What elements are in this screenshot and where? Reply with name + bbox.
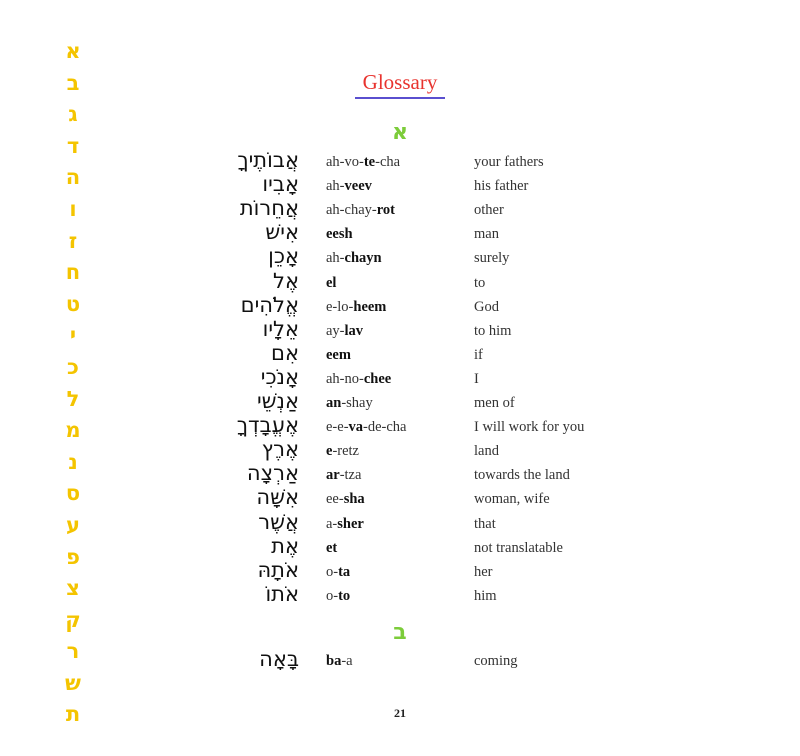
hebrew-word: אַנְשֵׁי <box>256 389 299 413</box>
english-meaning: I will work for you <box>474 419 585 436</box>
glossary-entry <box>0 316 800 345</box>
english-meaning: I <box>474 370 479 387</box>
syllable: a- <box>326 515 338 532</box>
stressed-syllable: to <box>338 587 351 604</box>
hebrew-word: אָנֹכִי <box>260 364 299 389</box>
transliteration <box>326 491 365 508</box>
alphabet-letter: ג <box>68 102 78 127</box>
transliteration <box>326 154 400 171</box>
hebrew-word: אֱלֹהִים <box>240 292 299 317</box>
section-letter-alef: א <box>391 120 409 145</box>
glossary-entry <box>0 196 800 224</box>
glossary-entry <box>0 244 800 272</box>
english-meaning: surely <box>474 250 510 267</box>
hebrew-word: אִשָּׁה <box>256 485 299 510</box>
transliteration <box>326 516 364 533</box>
glossary-entry <box>0 485 800 513</box>
stressed-syllable: sher <box>337 515 364 532</box>
english-meaning: God <box>474 298 499 315</box>
page-number: 21 <box>394 706 406 720</box>
glossary-entry <box>0 268 800 297</box>
transliteration <box>326 588 350 605</box>
stressed-syllable: heem <box>353 298 387 315</box>
alphabet-letter: נ <box>68 449 78 474</box>
syllable: ay- <box>326 322 345 339</box>
transliteration <box>326 178 372 195</box>
stressed-syllable: te <box>363 154 376 170</box>
alphabet-letter: ו <box>69 196 77 221</box>
syllable: e-lo- <box>326 298 354 315</box>
transliteration <box>326 467 361 484</box>
stressed-syllable: eesh <box>326 226 353 243</box>
alphabet-letter: פ <box>66 544 80 569</box>
syllable: -de-cha <box>363 419 407 436</box>
stressed-syllable: eem <box>326 346 351 363</box>
stressed-syllable: chee <box>363 370 392 387</box>
alphabet-letter: ה <box>65 165 81 190</box>
hebrew-word: אֶל <box>273 268 299 293</box>
syllable: ah- <box>326 178 345 195</box>
title-underline <box>355 97 445 99</box>
transliteration <box>326 226 353 243</box>
alphabet-letter: צ <box>66 576 80 601</box>
hebrew-word: אֲשֶׁר <box>258 509 299 534</box>
english-meaning: his father <box>474 178 529 195</box>
alphabet-letter: ט <box>65 291 81 316</box>
alphabet-letter: ת <box>65 702 81 727</box>
hebrew-word: אִם <box>271 340 299 365</box>
transliteration <box>326 564 350 581</box>
glossary-entry <box>0 533 800 562</box>
page-title: Glossary <box>362 70 438 94</box>
alphabet-letter: כ <box>67 354 79 379</box>
english-meaning: woman, wife <box>474 491 550 508</box>
alphabet-letter: מ <box>65 418 81 443</box>
stressed-syllable: el <box>326 274 337 291</box>
hebrew-word: אֶעֱבָדְךָ <box>236 413 299 438</box>
english-meaning: to him <box>474 322 512 339</box>
hebrew-word: אָכֵן <box>268 244 299 269</box>
english-meaning: to <box>474 274 486 291</box>
hebrew-word: אֵלָיו <box>262 316 299 341</box>
hebrew-word: אֲבוֹתֶיךָ <box>237 148 299 172</box>
glossary-entry <box>0 292 800 321</box>
english-meaning: other <box>474 202 504 219</box>
english-meaning: that <box>474 515 496 532</box>
syllable: -a <box>341 653 353 669</box>
glossary-entry <box>0 581 800 610</box>
transliteration <box>326 371 391 388</box>
alphabet-letter: ע <box>66 512 80 537</box>
glossary-entry <box>0 148 800 176</box>
english-meaning: if <box>474 346 483 363</box>
syllable: ah-no- <box>326 370 364 387</box>
syllable: o- <box>326 563 339 580</box>
glossary-entry <box>0 509 800 538</box>
alphabet-letter: ד <box>66 133 80 158</box>
stressed-syllable: chayn <box>344 250 382 267</box>
transliteration <box>326 395 373 412</box>
glossary-entry <box>0 220 800 248</box>
transliteration <box>326 540 337 557</box>
hebrew-word: בָּאָה <box>259 647 299 671</box>
alphabet-letter: ס <box>65 481 81 506</box>
stressed-syllable: ta <box>338 563 351 580</box>
english-meaning: coming <box>474 653 518 669</box>
english-meaning: not translatable <box>474 539 563 556</box>
english-meaning: man <box>474 226 499 243</box>
transliteration <box>326 323 363 340</box>
hebrew-word: אֲחֵרוֹת <box>239 196 299 221</box>
alphabet-letter: ב <box>66 70 80 95</box>
glossary-entry <box>0 413 800 441</box>
syllable: ah-vo- <box>326 154 364 170</box>
transliteration <box>326 275 336 292</box>
hebrew-word: אֹתָהּ <box>257 557 299 582</box>
stressed-syllable: ar <box>326 467 340 484</box>
english-meaning: her <box>474 563 493 580</box>
stressed-syllable: lav <box>344 322 364 339</box>
alphabet-letter: ר <box>66 639 80 664</box>
hebrew-word: אֶרֶץ <box>261 437 299 462</box>
glossary-entry <box>0 389 800 417</box>
hebrew-word: אָבִיו <box>262 172 299 197</box>
english-meaning: men of <box>474 395 515 411</box>
glossary-entry <box>0 364 800 393</box>
transliteration <box>326 347 351 364</box>
stressed-syllable: rot <box>376 202 395 219</box>
alphabet-letter: ק <box>65 607 81 632</box>
glossary-entry <box>0 461 800 489</box>
hebrew-word: אֹתוֹ <box>265 581 299 606</box>
section-letter-bet: ב <box>393 620 407 645</box>
syllable: ee- <box>326 491 344 508</box>
syllable: e-e- <box>326 419 349 436</box>
stressed-syllable: et <box>326 539 338 556</box>
glossary-entry <box>0 340 800 369</box>
english-meaning: him <box>474 587 497 604</box>
english-meaning: your fathers <box>474 154 544 170</box>
syllable: ah-chay- <box>326 202 377 219</box>
hebrew-word: אַרְצָה <box>246 461 299 486</box>
alphabet-letter: ז <box>68 228 78 253</box>
alphabet-letter: ל <box>66 386 80 411</box>
syllable: o- <box>326 587 339 604</box>
hebrew-word: אֶת <box>271 533 299 558</box>
syllable: -tza <box>339 467 362 484</box>
glossary-entry <box>0 437 800 465</box>
glossary-entry <box>0 557 800 586</box>
stressed-syllable: va <box>348 419 364 436</box>
transliteration <box>326 419 407 436</box>
transliteration <box>326 202 395 219</box>
alphabet-letter: ח <box>65 260 81 285</box>
stressed-syllable: veev <box>344 178 372 195</box>
english-meaning: towards the land <box>474 467 570 484</box>
glossary-entry <box>0 647 800 675</box>
syllable: -cha <box>375 154 401 170</box>
transliteration <box>326 653 353 670</box>
transliteration <box>326 299 386 316</box>
stressed-syllable: ba <box>326 653 342 669</box>
syllable: ah- <box>326 250 345 267</box>
glossary-entry <box>0 172 800 200</box>
alphabet-letter: י <box>69 323 77 348</box>
syllable: -shay <box>341 395 373 411</box>
transliteration <box>326 250 382 267</box>
stressed-syllable: e <box>326 443 333 460</box>
alphabet-letter: א <box>65 39 81 63</box>
hebrew-word: אִישׁ <box>265 220 299 245</box>
stressed-syllable: sha <box>343 491 365 508</box>
syllable: -retz <box>332 443 359 460</box>
transliteration <box>326 443 359 460</box>
alphabet-letter: ש <box>65 670 81 695</box>
english-meaning: land <box>474 443 499 460</box>
stressed-syllable: an <box>326 395 342 411</box>
